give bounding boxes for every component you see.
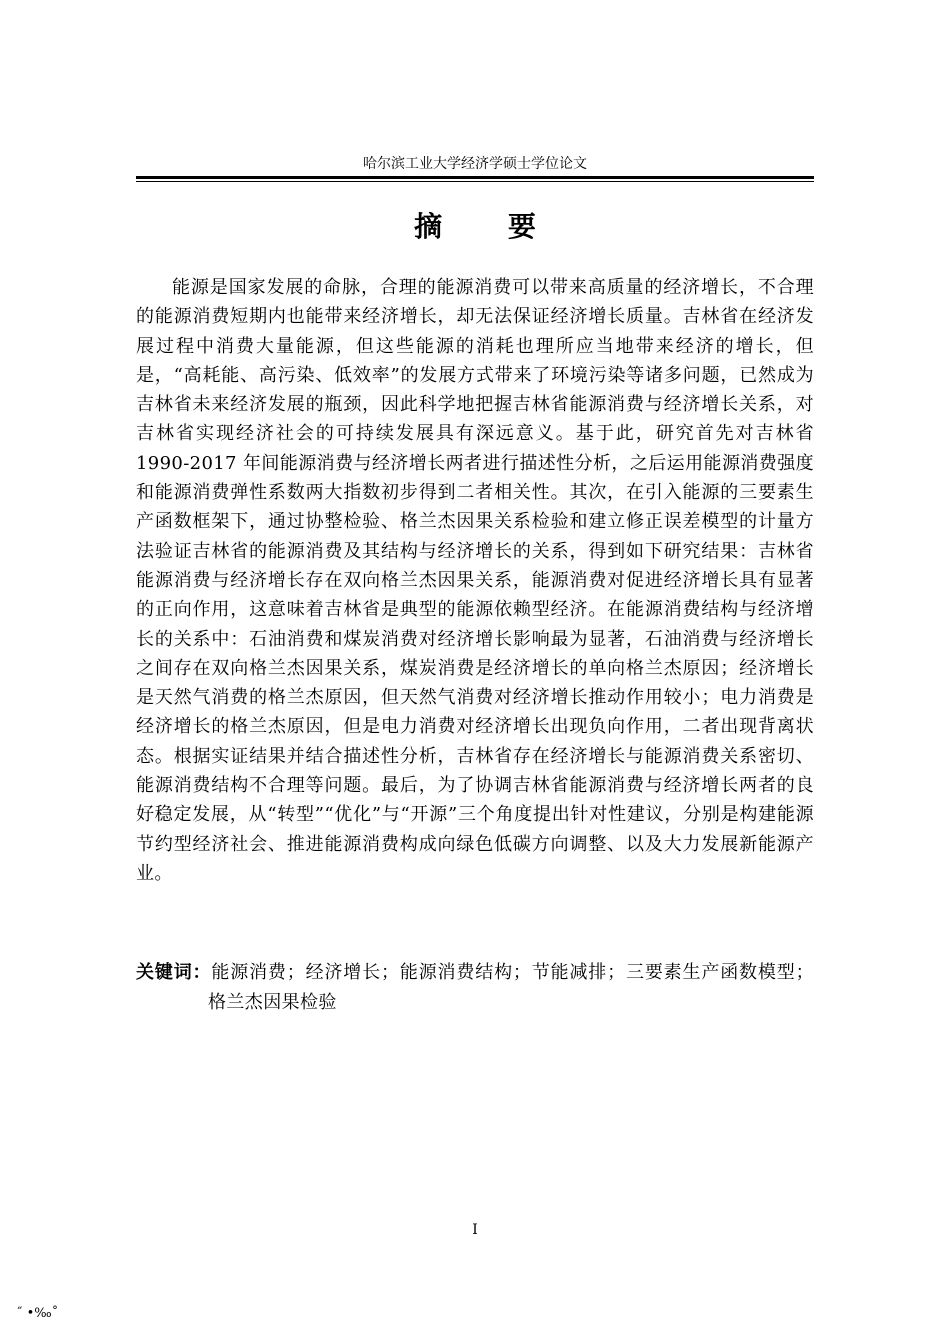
abstract-title: 摘 要 — [414, 210, 564, 243]
abstract-body: 能源是国家发展的命脉，合理的能源消费可以带来高质量的经济增长，不合理的能源消费短期内也能带来经济增长，却无法保证经济增长质量。吉林省在经济发展过程中消费大量能源，但这些能源的消耗也理所应当地带来经济的增长，但是，“高耗能、高污染、低效率”的发展方式带来了环境污染等诸多问题，已然成为吉林省未来经济发展的瓶颈，因此科学地把握吉林省能源消费与经济增长关系，对吉林省实现经济社会的可持续发展具有深远意义。基于此，研究首先对吉林省 1990-2017 年间能源消费与经济增长两者进行描述性分析，之后运用能源消费强度和能源消费弹性系数两大指数初步得到二者相关性。其次，在引入能源的三要素生产函数框架下，通过协整检验、格兰杰因果关系检验和建立修正误差模型的计量方法验证吉林省的能源消费及其结构与经济增长的关系，得到如下研究结果：吉林省能源消费与经济增长存在双向格兰杰因果关系，能源消费对促进经济增长具有显著的正向作用，这意味着吉林省是典型的能源依赖型经济。在能源消费结构与经济增长的关系中：石油消费和煤炭消费对经济增长影响最为显著，石油消费与经济增长之间存在双向格兰杰因果关系，煤炭消费是经济增长的单向格兰杰原因；经济增长是天然气消费的格兰杰原因，但天然气消费对经济增长推动作用较小；电力消费是经济增长的格兰杰原因，但是电力消费对经济增长出现负向作用，二者出现背离状态。根据实证结果并结合描述性分析，吉林省存在经济增长与能源消费关系密切、能源消费结构不合理等问题。最后，为了协调吉林省能源消费与经济增长两者的良好稳定发展，从“转型”“优化”与“开源”三个角度提出针对性建议，分别是构建能源节约型经济社会、推进能源消费构成向绿色低碳方向调整、以及大力发展新能源产业。 — [136, 277, 814, 884]
keywords-paragraph — [136, 958, 814, 1017]
running-header-title: 哈尔滨工业大学经济学硕士学位论文 — [363, 156, 587, 172]
page-number: I — [472, 1222, 478, 1238]
footer-stray-glyphs: ˝ •‰˚ — [16, 1306, 59, 1321]
header-rule-thick — [136, 176, 814, 179]
keywords-label: 关键词： — [136, 962, 212, 983]
header-rule-thin — [136, 181, 814, 182]
keywords-list: 能源消费；经济增长；能源消费结构；节能减排；三要素生产函数模型；格兰杰因果检验 — [208, 962, 814, 1013]
